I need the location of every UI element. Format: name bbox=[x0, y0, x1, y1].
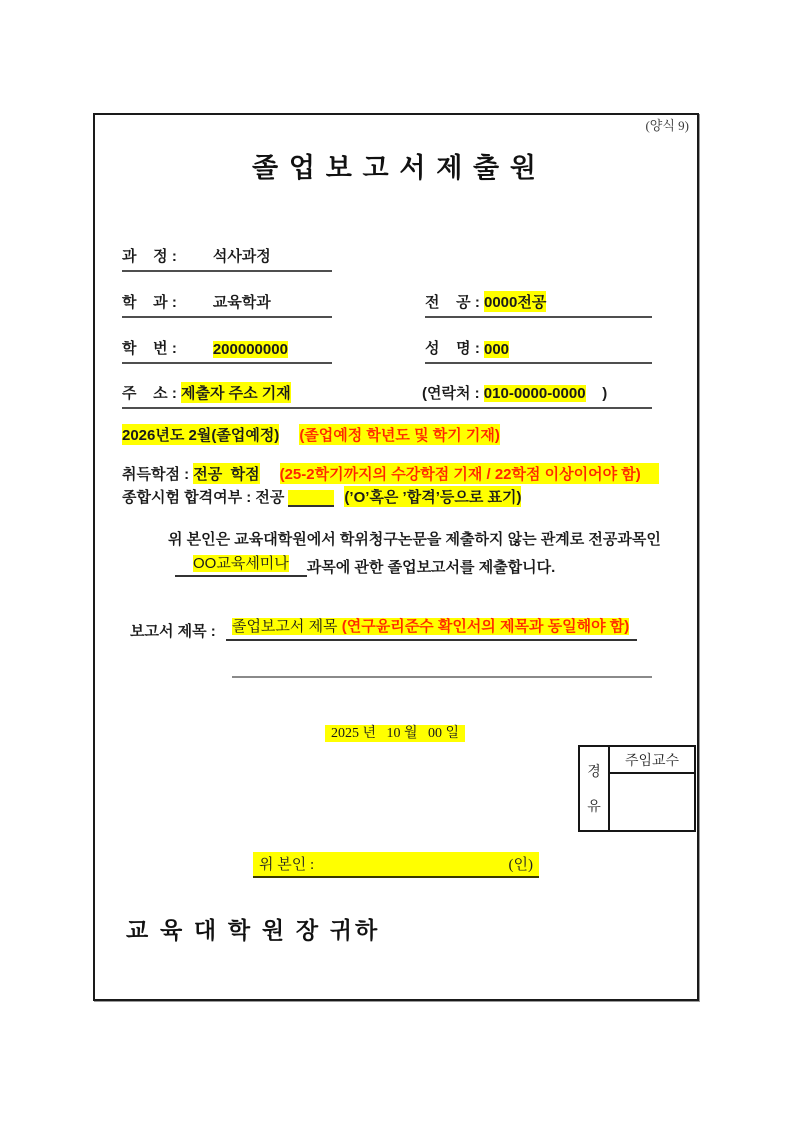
approval-stamp-box bbox=[578, 745, 696, 832]
credits-row bbox=[122, 463, 659, 484]
graduation-semester-note: (졸업예정 학년도 및 학기 기재) bbox=[299, 424, 500, 445]
field-major bbox=[425, 290, 652, 318]
form-title: 졸 업 보 고 서 제 출 원 bbox=[252, 153, 538, 183]
report-title-value: 졸업보고서 제목 bbox=[231, 618, 342, 635]
signature-seal: (인) bbox=[508, 857, 533, 873]
field-address bbox=[122, 381, 652, 409]
contact-prefix: (연락처 : bbox=[422, 385, 484, 402]
name-label: 성 명 : bbox=[425, 340, 484, 357]
statement-course-name: OO교육세미나 bbox=[193, 555, 289, 572]
field-contact bbox=[422, 382, 607, 403]
form-number: (양식 9) bbox=[645, 118, 689, 133]
signature-label: 위 본인 : bbox=[259, 857, 318, 873]
contact-value: 010-0000-0000 bbox=[483, 385, 586, 402]
advisor-header: 주임교수 bbox=[610, 747, 694, 774]
exam-note: (’O’혹은 ’합격’등으로 표기) bbox=[344, 486, 521, 507]
statement-line2 bbox=[175, 552, 555, 577]
graduation-semester-row bbox=[122, 424, 500, 445]
exam-label: 종합시험 합격여부 : 전공 bbox=[122, 489, 285, 506]
statement-course-blank bbox=[175, 552, 307, 577]
major-value: 0000전공 bbox=[484, 291, 546, 312]
graduation-semester: 2026년도 2월(졸업예정) bbox=[122, 424, 279, 445]
credits-label: 취득학점 : bbox=[122, 466, 194, 483]
name-value: 000 bbox=[483, 341, 510, 358]
exam-row bbox=[122, 486, 521, 507]
course-value: 석사과정 bbox=[212, 248, 271, 265]
advisor-stamp-cell bbox=[610, 774, 694, 830]
date-value: 2025 년 10 월 00 일 bbox=[325, 725, 465, 742]
contact-suffix: ) bbox=[585, 385, 608, 402]
report-title-row bbox=[130, 615, 637, 641]
via-column bbox=[580, 747, 610, 830]
credits-note: (25-2학기까지의 수강학점 기재 / 22학점 이상이어야 함) bbox=[280, 463, 659, 484]
exam-blank-field bbox=[288, 490, 334, 507]
address-value: 제출자 주소 기재 bbox=[181, 382, 291, 403]
department-label: 학 과 : bbox=[122, 294, 177, 311]
statement-text1: 위 본인은 교육대학원에서 학위청구논문을 제출하지 않는 관계로 전공과목인 bbox=[168, 531, 661, 548]
field-name bbox=[425, 336, 652, 364]
recipient: 교 육 대 학 원 장 귀하 bbox=[126, 918, 381, 943]
department-value: 교육학과 bbox=[212, 294, 271, 311]
advisor-column bbox=[610, 747, 694, 830]
course-label: 과 정 : bbox=[122, 248, 177, 265]
report-title-note: (연구윤리준수 확인서의 제목과 동일해야 함) bbox=[341, 618, 630, 635]
via-char-bottom: 유 bbox=[587, 799, 601, 815]
credits-value: 전공 학점 bbox=[193, 463, 259, 484]
field-course bbox=[122, 244, 332, 272]
report-title-blank-line bbox=[232, 676, 652, 678]
statement-line1 bbox=[168, 528, 661, 549]
student-id-label: 학 번 : bbox=[122, 340, 177, 357]
major-label: 전 공 : bbox=[425, 294, 484, 311]
date-row bbox=[93, 722, 697, 742]
field-department bbox=[122, 290, 332, 318]
address-label: 주 소 : bbox=[122, 385, 181, 402]
field-student-id bbox=[122, 336, 332, 364]
student-id-value: 200000000 bbox=[212, 341, 288, 358]
report-title-field bbox=[226, 615, 637, 641]
report-title-label: 보고서 제목 : bbox=[130, 623, 220, 640]
statement-text2: 과목에 관한 졸업보고서를 제출합니다. bbox=[306, 559, 556, 576]
signature-row bbox=[253, 852, 539, 878]
via-char-top: 경 bbox=[587, 765, 601, 781]
